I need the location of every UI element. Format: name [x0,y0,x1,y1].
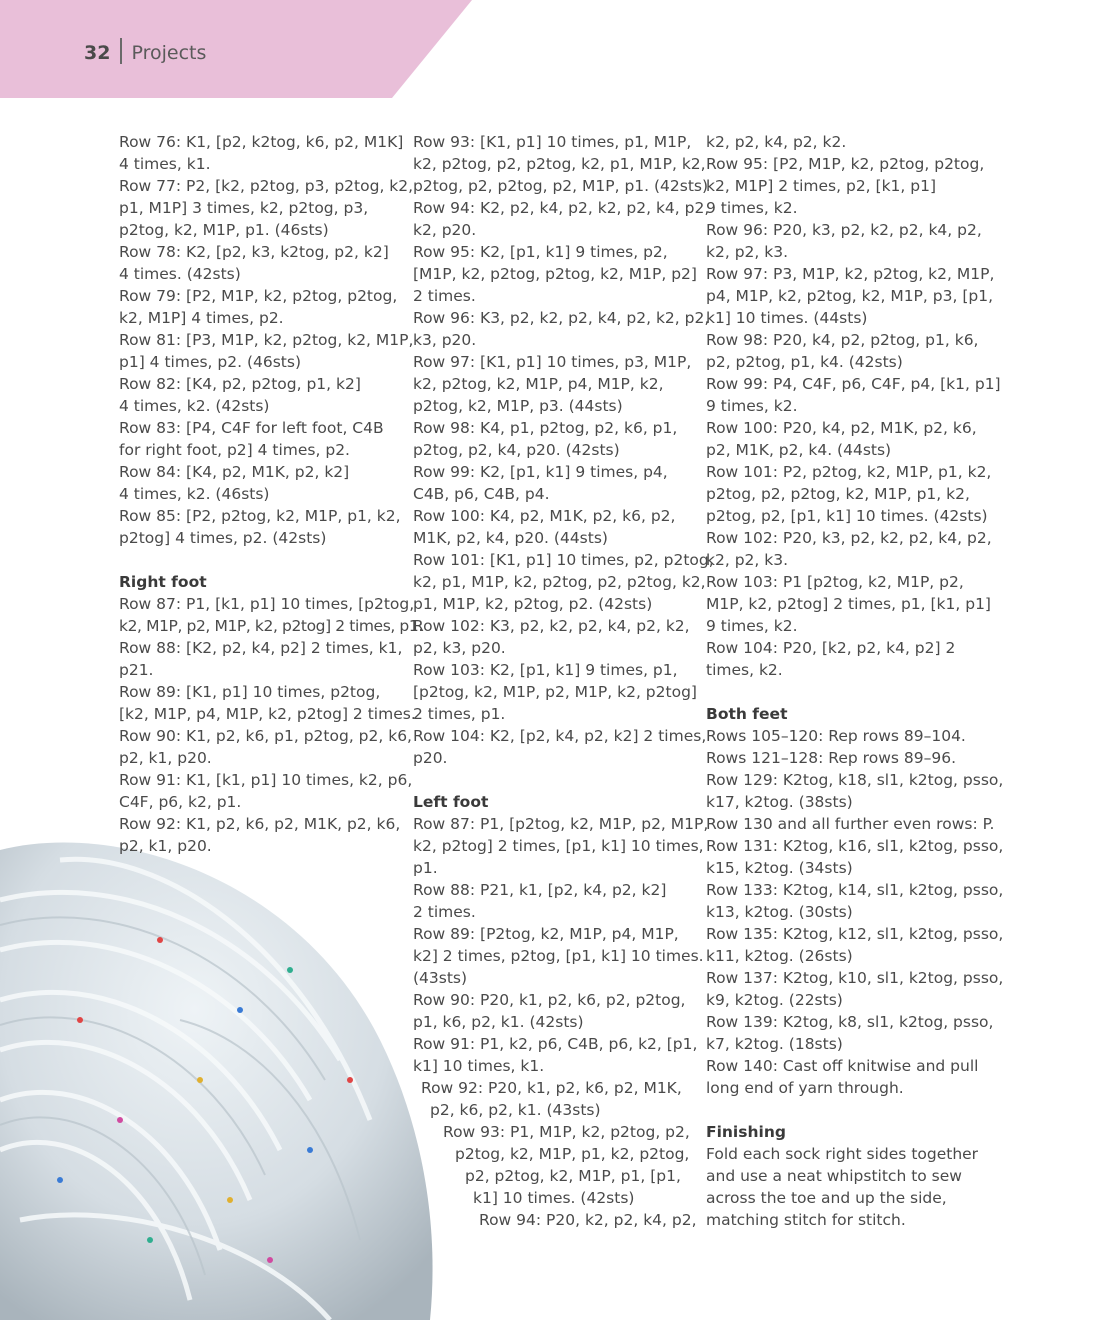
text-line: p21. [119,661,154,679]
text-line: Row 104: P20, [k2, p2, k4, p2] 2 [706,639,956,657]
text-line: [k2, M1P, p4, M1P, k2, p2tog] 2 times. [119,705,416,723]
text-line: k2, p2, k3. [706,551,789,569]
text-line: Row 99: K2, [p1, k1] 9 times, p4, [413,463,668,481]
text-line: p2tog, p2, [p1, k1] 10 times. (42sts) [706,507,988,525]
text-line: k2, M1P, p2, M1P, k2, p2tog] 2 times, p1. [119,617,423,635]
text-line: p1. [413,859,438,877]
spacer [119,549,394,571]
text-line: p2tog, k2, M1P, p1, k2, p2tog, [455,1145,690,1163]
text-line: Row 90: K1, p2, k6, p1, p2tog, p2, k6, [119,727,412,745]
text-line: Rows 105–120: Rep rows 89–104. [706,727,966,745]
text-line: k2, p2, k4, p2, k2. [706,133,847,151]
text-line: Row 87: P1, [k1, p1] 10 times, [p2tog, [119,595,415,613]
text-line: Row 85: [P2, p2tog, k2, M1P, p1, k2, [119,507,401,525]
text-line: 2 times. [413,287,476,305]
text-line: 2 times. [413,903,476,921]
text-line: k11, k2tog. (26sts) [706,947,853,965]
spacer [413,769,688,791]
text-line: k9, k2tog. (22sts) [706,991,843,1009]
text-line: Row 101: P2, p2tog, k2, M1P, p1, k2, [706,463,992,481]
text-line: matching stitch for stitch. [706,1211,906,1229]
text-line: times, k2. [706,661,783,679]
spacer [706,1099,986,1121]
rows-94-104-continued [706,131,1001,681]
text-line: p2, k1, p20. [119,837,212,855]
finishing-text [706,1143,986,1231]
text-line: 2 times, p1. [413,705,506,723]
text-line: Row 100: P20, k4, p2, M1K, p2, k6, [706,419,977,437]
text-line: p2tog, p2, p2tog, p2, M1P, p1. (42sts) [413,177,709,195]
text-line: p2tog] 4 times, p2. (42sts) [119,529,327,547]
text-line: 9 times, k2. [706,199,798,217]
rows-93-104 [413,131,714,769]
text-line: p1] 4 times, p2. (46sts) [119,353,302,371]
text-line: Row 93: [K1, p1] 10 times, p1, M1P, [413,133,692,151]
text-line: Row 89: [K1, p1] 10 times, p2tog, [119,683,381,701]
text-line: k2, M1P] 2 times, p2, [k1, p1] [706,177,937,195]
text-line: Row 97: P3, M1P, k2, p2tog, k2, M1P, [706,265,995,283]
both-feet-rows [706,725,1004,1099]
text-line: Row 102: P20, k3, p2, k2, p2, k4, p2, [706,529,992,547]
text-line: k3, p20. [413,331,477,349]
text-line: Row 98: P20, k4, p2, p2tog, p1, k6, [706,331,979,349]
text-line: k13, k2tog. (30sts) [706,903,853,921]
text-line: p2, M1K, p2, k4. (44sts) [706,441,892,459]
text-line: Row 94: P20, k2, p2, k4, p2, [479,1211,697,1229]
text-line: Row 82: [K4, p2, p2tog, p1, k2] [119,375,361,393]
text-line: across the toe and up the side, [706,1189,947,1207]
page-header [84,36,206,70]
yarn-ball-image [0,820,460,1320]
text-line: k1] 10 times, k1. [413,1057,545,1075]
text-line: Row 77: P2, [k2, p2tog, p3, p2tog, k2, [119,177,414,195]
left-foot-rows [413,813,709,1231]
text-line: Row 93: P1, M1P, k2, p2tog, p2, [443,1123,690,1141]
text-line: k17, k2tog. (38sts) [706,793,853,811]
text-line: Rows 121–128: Rep rows 89–96. [706,749,956,767]
text-line: p4, M1P, k2, p2tog, k2, M1P, p3, [p1, [706,287,993,305]
text-line: Row 139: K2tog, k8, sl1, k2tog, psso, [706,1013,994,1031]
text-line: (43sts) [413,969,468,987]
text-line: C4B, p6, C4B, p4. [413,485,550,503]
text-line: 4 times, k2. (46sts) [119,485,270,503]
text-line: Row 89: [P2tog, k2, M1P, p4, M1P, [413,925,679,943]
heading-both-feet: Both feet [706,705,788,723]
right-foot-rows [119,593,423,857]
text-line: Row 137: K2tog, k10, sl1, k2tog, psso, [706,969,1004,987]
text-line: k2, p2tog, k2, M1P, p4, M1P, k2, [413,375,664,393]
text-line: k1] 10 times. (42sts) [473,1189,635,1207]
text-line: Fold each sock right sides together [706,1145,979,1163]
heading-finishing: Finishing [706,1123,786,1141]
text-line: p20. [413,749,448,767]
text-line: Row 130 and all further even rows: P. [706,815,995,833]
text-line: k2, p1, M1P, k2, p2tog, p2, p2tog, k2, [413,573,706,591]
text-line: Row 88: [K2, p2, k4, p2] 2 times, k1, [119,639,403,657]
text-line: k2] 2 times, p2tog, [p1, k1] 10 times. [413,947,704,965]
text-line: C4F, p6, k2, p1. [119,793,242,811]
text-line: Row 92: K1, p2, k6, p2, M1K, p2, k6, [119,815,401,833]
text-line: Row 91: P1, k2, p6, C4B, p6, k2, [p1, [413,1035,698,1053]
header-divider [120,38,122,64]
text-line: Row 135: K2tog, k12, sl1, k2tog, psso, [706,925,1004,943]
text-line: Row 84: [K4, p2, M1K, p2, k2] [119,463,350,481]
text-line: M1K, p2, k4, p20. (44sts) [413,529,608,547]
text-line: Row 78: K2, [p2, k3, k2tog, p2, k2] [119,243,389,261]
column-3 [706,131,1004,1231]
text-line: k2, M1P] 4 times, p2. [119,309,284,327]
text-line: 9 times, k2. [706,617,798,635]
text-line: k1] 10 times. (44sts) [706,309,868,327]
text-line: Row 96: K3, p2, k2, p2, k4, p2, k2, p2, [413,309,710,327]
text-line: k7, k2tog. (18sts) [706,1035,843,1053]
text-line: Row 87: P1, [p2tog, k2, M1P, p2, M1P, [413,815,709,833]
text-line: p2, k6, p2, k1. (43sts) [430,1101,601,1119]
text-line: Row 103: P1 [p2tog, k2, M1P, p2, [706,573,964,591]
text-line: Row 99: P4, C4F, p6, C4F, p4, [k1, p1] [706,375,1001,393]
text-line: and use a neat whipstitch to sew [706,1167,962,1185]
text-line: [p2tog, k2, M1P, p2, M1P, k2, p2tog] [413,683,697,701]
text-line: p2, k1, p20. [119,749,212,767]
text-line: p2tog, p2, p2tog, k2, M1P, p1, k2, [706,485,970,503]
column-1 [119,131,423,857]
text-line: Row 96: P20, k3, p2, k2, p2, k4, p2, [706,221,982,239]
text-line: Row 81: [P3, M1P, k2, p2tog, k2, M1P, [119,331,414,349]
text-line: p1, M1P, k2, p2tog, p2. (42sts) [413,595,653,613]
page-number: 32 [84,42,111,64]
text-line: Row 76: K1, [p2, k2tog, k6, p2, M1K] [119,133,404,151]
text-line: Row 95: K2, [p1, k1] 9 times, p2, [413,243,668,261]
text-line: p2tog, k2, M1P, p1. (46sts) [119,221,329,239]
heading-left-foot: Left foot [413,793,489,811]
spacer [706,681,986,703]
text-line: Row 131: K2tog, k16, sl1, k2tog, psso, [706,837,1004,855]
text-line: Row 90: P20, k1, p2, k6, p2, p2tog, [413,991,686,1009]
text-line: Row 97: [K1, p1] 10 times, p3, M1P, [413,353,692,371]
text-line: p1, M1P] 3 times, k2, p2tog, p3, [119,199,369,217]
text-line: Row 94: K2, p2, k4, p2, k2, p2, k4, p2, [413,199,710,217]
text-line: k2, p2tog, p2, p2tog, k2, p1, M1P, k2, [413,155,706,173]
text-line: p2tog, k2, M1P, p3. (44sts) [413,397,623,415]
text-line: Row 88: P21, k1, [p2, k4, p2, k2] [413,881,667,899]
text-line: long end of yarn through. [706,1079,904,1097]
text-line: p2, p2tog, k2, M1P, p1, [p1, [465,1167,681,1185]
heading-right-foot: Right foot [119,573,207,591]
text-line: 4 times, k2. (42sts) [119,397,270,415]
rows-76-85 [119,131,414,549]
text-line: Row 95: [P2, M1P, k2, p2tog, p2tog, [706,155,985,173]
text-line: Row 101: [K1, p1] 10 times, p2, p2tog, [413,551,714,569]
text-line: p2, k3, p20. [413,639,506,657]
text-line: p1, k6, p2, k1. (42sts) [413,1013,584,1031]
section-title: Projects [131,42,207,64]
text-line: Row 83: [P4, C4F for left foot, C4B [119,419,384,437]
column-2 [413,131,714,1231]
text-line: Row 79: [P2, M1P, k2, p2tog, p2tog, [119,287,398,305]
text-line: k2, p2, k3. [706,243,789,261]
text-line: Row 104: K2, [p2, k4, p2, k2] 2 times, [413,727,707,745]
text-line: Row 91: K1, [k1, p1] 10 times, k2, p6, [119,771,413,789]
text-line: Row 102: K3, p2, k2, p2, k4, p2, k2, [413,617,690,635]
text-line: Row 103: K2, [p1, k1] 9 times, p1, [413,661,678,679]
text-line: p2, p2tog, p1, k4. (42sts) [706,353,903,371]
text-line: Row 140: Cast off knitwise and pull [706,1057,979,1075]
text-line: k15, k2tog. (34sts) [706,859,853,877]
text-line: M1P, k2, p2tog] 2 times, p1, [k1, p1] [706,595,991,613]
text-line: 4 times, k1. [119,155,211,173]
text-line: k2, p2tog] 2 times, [p1, k1] 10 times, [413,837,704,855]
text-line: 9 times, k2. [706,397,798,415]
text-line: Row 133: K2tog, k14, sl1, k2tog, psso, [706,881,1004,899]
text-line: Row 98: K4, p1, p2tog, p2, k6, p1, [413,419,678,437]
text-line: Row 100: K4, p2, M1K, p2, k6, p2, [413,507,676,525]
text-line: 4 times. (42sts) [119,265,241,283]
text-line: Row 129: K2tog, k18, sl1, k2tog, psso, [706,771,1004,789]
text-line: Row 92: P20, k1, p2, k6, p2, M1K, [421,1079,682,1097]
text-line: k2, p20. [413,221,477,239]
text-line: [M1P, k2, p2tog, p2tog, k2, M1P, p2] [413,265,697,283]
text-line: for right foot, p2] 4 times, p2. [119,441,350,459]
text-line: p2tog, p2, k4, p20. (42sts) [413,441,620,459]
